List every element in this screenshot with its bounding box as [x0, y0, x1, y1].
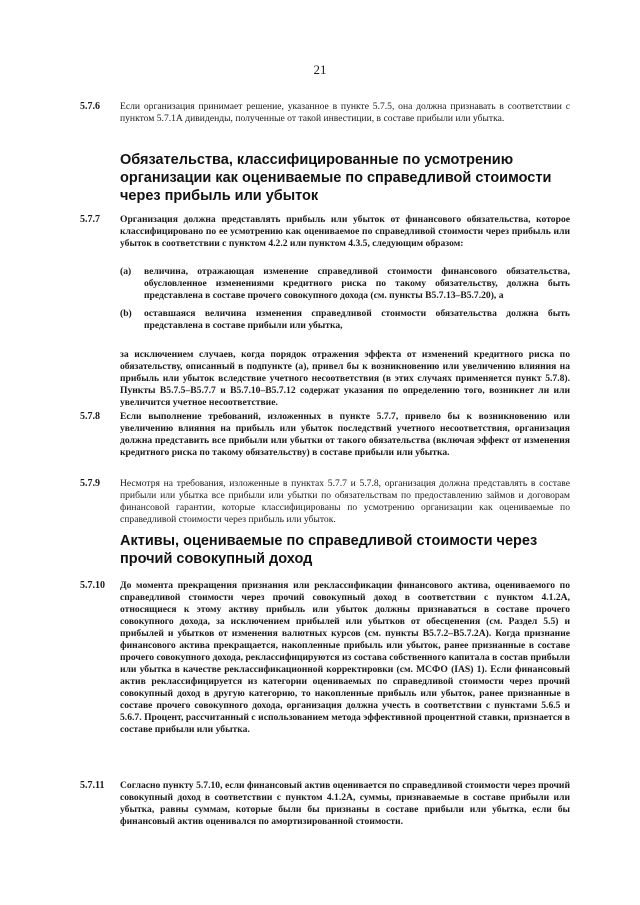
- page-number: 21: [313, 62, 327, 77]
- paragraph-5-7-9: [80, 478, 570, 526]
- paragraph-number: 5.7.11: [80, 780, 105, 791]
- paragraph-5-7-8: [80, 411, 570, 459]
- paragraph-5-7-10: [80, 580, 570, 736]
- paragraph-text: Несмотря на требования, изложенные в пунктах 5.7.7 и 5.7.8, организация должна представлять в составе прибыли или убытка все прибыли или убытки по обязательствам по предоставлению займов и договорам финансовой гарантии, которые классифицированы по усмотрению организации как оцениваемые по справедливой стоимости через прибыль или убыток.: [120, 478, 570, 525]
- list-item-text: величина, отражающая изменение справедливой стоимости финансового обязательства, обусловленное изменениями кредитного риска по такому обязательству, должна быть представлена в составе прочего совокупного дохода (см. пункты B5.7.13–B5.7.20), а: [144, 266, 570, 301]
- list-item-a: [120, 266, 570, 302]
- paragraph-number: 5.7.9: [80, 478, 100, 489]
- paragraph-text: Согласно пункту 5.7.10, если финансовый актив оценивается по справедливой стоимости через прочий совокупный доход в соответствии с пунктом 4.1.2А, суммы, признаваемые в составе прибыли или убытка, равны суммам, которые были бы признаны в составе прибыли или убытка, если бы финансовый актив оценивался по амортизированной стоимости.: [120, 780, 570, 827]
- paragraph-text: Организация должна представлять прибыль или убыток от финансового обязательства, которое классифицировано по ее усмотрению как оцениваемое по справедливой стоимости через прибыль или убыток в соответствии с пунктом 4.2.2 или пунктом 4.3.5, следующим образом:: [120, 214, 570, 249]
- paragraph-text: Если организация принимает решение, указанное в пункте 5.7.5, она должна признавать в соответствии с пунктом 5.7.1А дивиденды, полученные от такой инвестиции, в составе прибыли или убытка.: [120, 101, 570, 124]
- paragraph-number: 5.7.7: [80, 214, 100, 225]
- section-heading-liabilities: Обязательства, классифицированные по усмотрению организации как оцениваемые по справедливой стоимости через прибыль или убыток: [120, 152, 552, 204]
- paragraph-5-7-7: [80, 214, 570, 250]
- paragraph-text: Если выполнение требований, изложенных в пункте 5.7.7, привело бы к возникновению или увеличению влияния на прибыль или убыток последствий учетного несоответствия, организация должна представить все прибыли или убытки от такого обязательства (включая эффект от изменения кредитного риска по такому обязательству) в составе прибыли или убытка.: [120, 411, 570, 458]
- list-item-label: (b): [120, 308, 132, 319]
- paragraph-5-7-11: [80, 780, 570, 828]
- paragraph-number: 5.7.10: [80, 580, 105, 591]
- paragraph-number: 5.7.8: [80, 411, 100, 422]
- list-item-text: оставшаяся величина изменения справедливой стоимости обязательства должна быть представлена в составе прибыли или убытка,: [144, 308, 570, 331]
- paragraph-continuation: за исключением случаев, когда порядок отражения эффекта от изменений кредитного риска по обязательству, описанный в подпункте (а), привел бы к возникновению или увеличению влияния на прибыль или убыток вследствие учетного несоответствия (в этих случаях применяется пункт 5.7.8). Пункты B5.7.5–B5.7.7 и B5.7.10–B5.7.12 содержат указания по определению того, возникнет ли или увеличится учетное несоответствие.: [120, 349, 570, 408]
- section-heading-assets: Активы, оцениваемые по справедливой стоимости через прочий совокупный доход: [120, 533, 538, 567]
- list-item-label: (а): [120, 266, 132, 277]
- paragraph-5-7-6: [80, 101, 570, 125]
- paragraph-number: 5.7.6: [80, 101, 100, 112]
- list-item-b: [120, 308, 570, 332]
- paragraph-text: До момента прекращения признания или реклассификации финансового актива, оцениваемого по справедливой стоимости через прочий совокупный доход в соответствии с пунктом 4.1.2А, относящиеся к этому активу прибыль или убыток должны признаваться в составе прочего совокупного дохода, за исключением прибылей или убытков от обесценения (см. Раздел 5.5) и прибылей и убытков от изменения валютных курсов (см. пункты B5.7.2–B5.7.2А). Когда признание финансового актива прекращается, накопленные прибыль или убыток, ранее признанные в составе прочего совокупного дохода, реклассифицируются из состава собственного капитала в состав прибыли или убытка в качестве реклассификационной корректировки (см. МСФО (IAS) 1). Если финансовый актив реклассифицируется из категории оцениваемых по справедливой стоимости через прочий совокупный доход в другую категорию, то накопленные прибыль или убыток, ранее признанные в составе прочего совокупного дохода, организация должна учесть в соответствии с пунктами 5.6.5 и 5.6.7. Процент, рассчитанный с использованием метода эффективной процентной ставки, признается в составе прибыли или убытка.: [120, 580, 570, 735]
